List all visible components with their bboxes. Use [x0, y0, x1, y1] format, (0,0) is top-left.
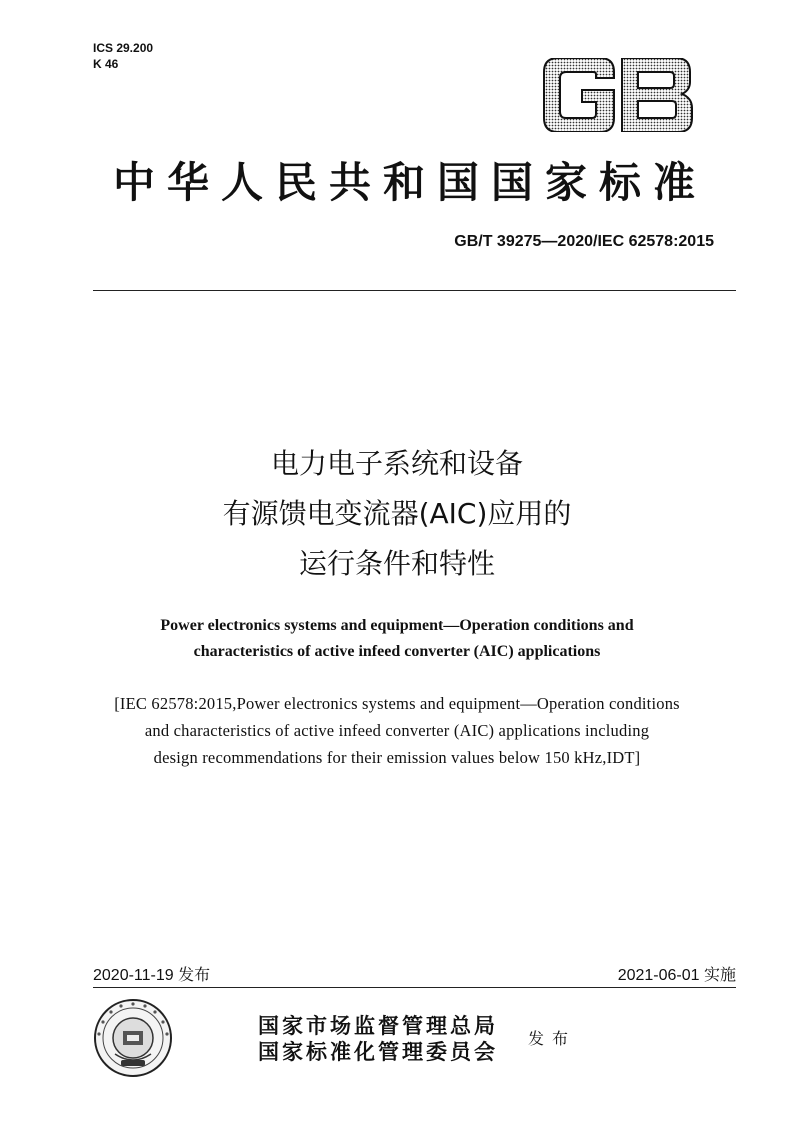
svg-text:GB: GB [536, 58, 538, 59]
standard-number: GB/T 39275—2020/IEC 62578:2015 [454, 233, 714, 250]
english-title-line-2: characteristics of active infeed converter (AIC) applications [193, 643, 601, 660]
issuer-samr: 国家市场监督管理总局 [258, 1013, 498, 1038]
ics-code: ICS 29.200 [93, 41, 154, 55]
chinese-title-line-3: 运行条件和特性 [298, 547, 495, 580]
publish-date: 2020-11-19 发布 [93, 967, 211, 984]
classification-codes [93, 40, 153, 72]
national-standard-title: 中华人民共和国国家标准 [112, 158, 707, 207]
implement-date: 2021-06-01 实施 [617, 967, 736, 984]
english-title-line-1: Power electronics systems and equipment—Operation conditions and [160, 617, 634, 634]
adoption-reference-line-1: [IEC 62578:2015,Power electronics systems and equipment—Operation conditions [114, 694, 680, 713]
seal-icon [93, 998, 173, 1078]
chinese-title-line-2: 有源馈电变流器(AIC)应用的 [222, 497, 572, 530]
ccs-code: K 46 [93, 57, 119, 71]
header-divider [93, 290, 736, 291]
issue-label: 发布 [528, 1029, 577, 1048]
adoption-reference-line-2: and characteristics of active infeed converter (AIC) applications including [144, 721, 650, 740]
adoption-reference-line-3: design recommendations for their emission values below 150 kHz,IDT] [153, 748, 641, 767]
footer-divider [93, 987, 736, 988]
issuer-sac: 国家标准化管理委员会 [258, 1039, 498, 1064]
chinese-title-line-1: 电力电子系统和设备 [270, 447, 523, 480]
gb-logo-icon [536, 58, 696, 132]
